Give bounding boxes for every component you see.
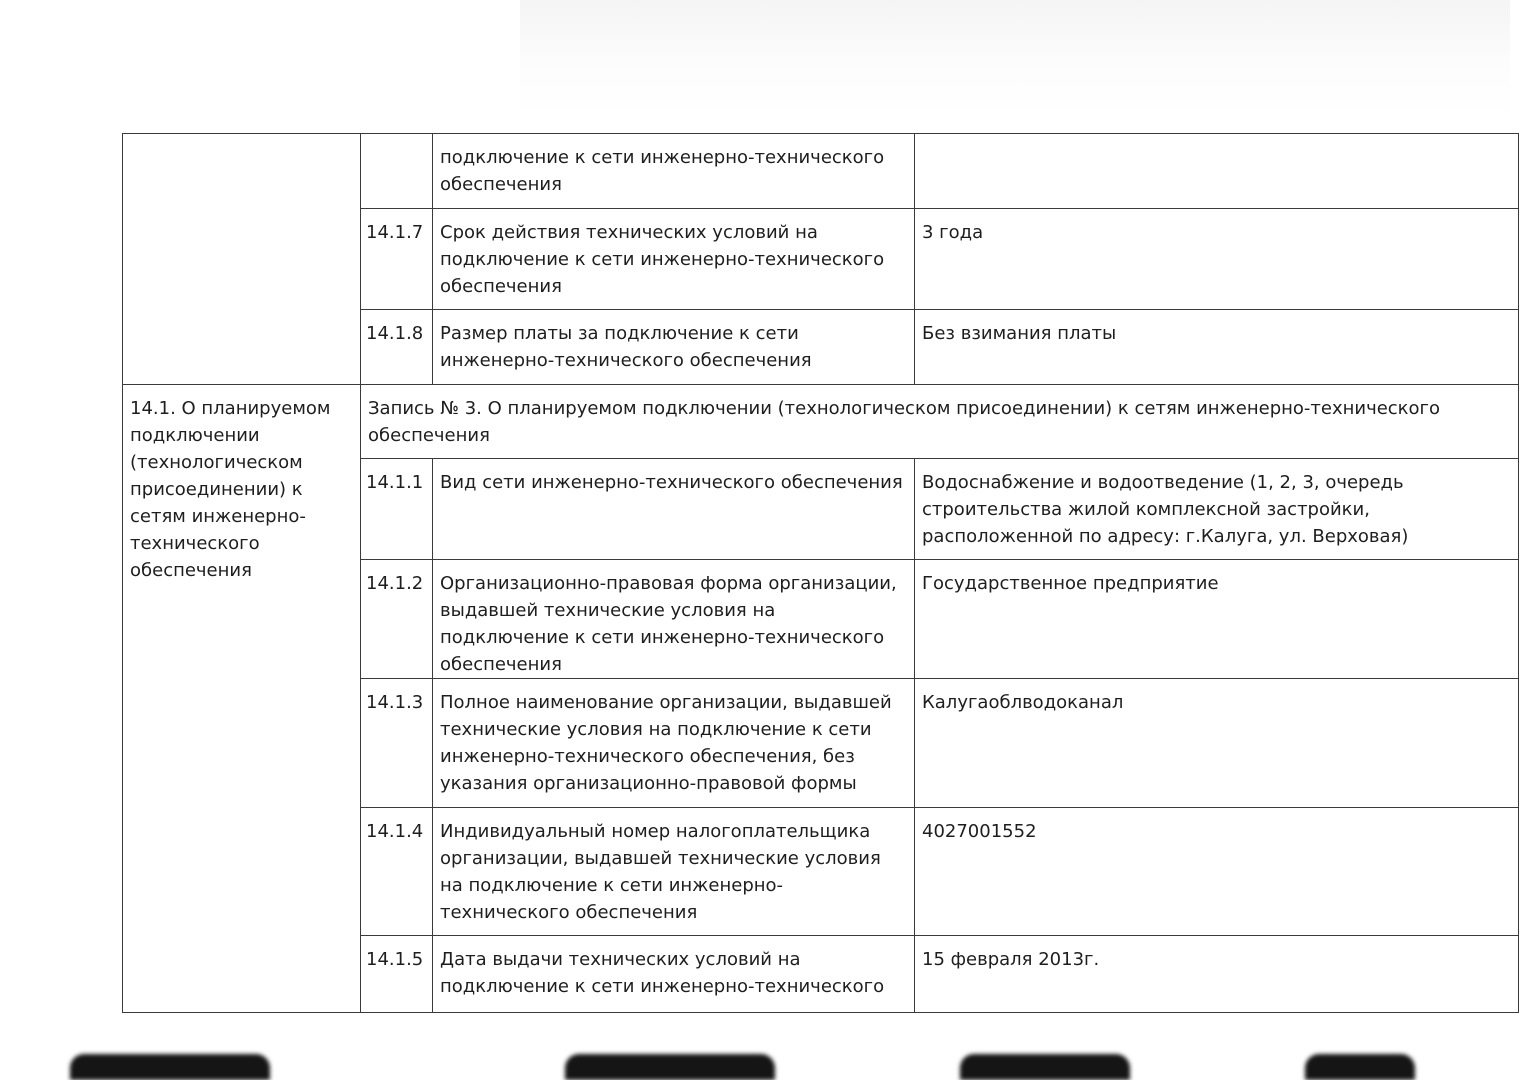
item-label: Вид сети инженерно-технического обеспечения [433, 459, 915, 560]
item-value: Без взимания платы [915, 310, 1519, 385]
scan-shadow [520, 0, 1510, 120]
table-row [123, 134, 1519, 209]
item-value: 15 февраля 2013г. [915, 936, 1519, 1013]
item-label: Организационно-правовая форма организации, выдавшей технические условия на подключение к сети инженерно-технического обеспечения [433, 560, 915, 679]
item-label: Полное наименование организации, выдавшей технические условия на подключение к сети инженерно-технического обеспечения, без указания организационно-правовой формы [433, 679, 915, 808]
item-label: Дата выдачи технических условий на подключение к сети инженерно-технического [433, 936, 915, 1013]
item-number: 14.1.1 [361, 459, 433, 560]
empty-section-cell [123, 134, 361, 385]
scan-artifact [70, 1054, 270, 1080]
item-label: Размер платы за подключение к сети инженерно-технического обеспечения [433, 310, 915, 385]
item-value: 4027001552 [915, 808, 1519, 936]
scan-artifact [565, 1054, 775, 1080]
item-label: Срок действия технических условий на подключение к сети инженерно-технического обеспечения [433, 209, 915, 310]
section-title: 14.1. О планируемом подключении (технологическом присоединении) к сетям инженерно-технического обеспечения [123, 385, 361, 1013]
item-value: Государственное предприятие [915, 560, 1519, 679]
item-number: 14.1.8 [361, 310, 433, 385]
item-number: 14.1.2 [361, 560, 433, 679]
item-number [361, 134, 433, 209]
item-number: 14.1.3 [361, 679, 433, 808]
item-number: 14.1.7 [361, 209, 433, 310]
item-value: Калугаоблводоканал [915, 679, 1519, 808]
item-number: 14.1.4 [361, 808, 433, 936]
scan-artifact [960, 1054, 1130, 1080]
scan-artifact [1305, 1054, 1415, 1080]
item-value [915, 134, 1519, 209]
item-label: Индивидуальный номер налогоплательщика организации, выдавшей технические условия на подключение к сети инженерно-технического обеспечения [433, 808, 915, 936]
item-value: 3 года [915, 209, 1519, 310]
disclosure-table [122, 133, 1519, 1013]
record-header: Запись № 3. О планируемом подключении (технологическом присоединении) к сетям инженерно-технического обеспечения [361, 385, 1519, 459]
item-value: Водоснабжение и водоотведение (1, 2, 3, очередь строительства жилой комплексной застройки, расположенной по адресу: г.Калуга, ул. Верховая) [915, 459, 1519, 560]
item-label: подключение к сети инженерно-технического обеспечения [433, 134, 915, 209]
item-number: 14.1.5 [361, 936, 433, 1013]
record-header-row [123, 385, 1519, 459]
